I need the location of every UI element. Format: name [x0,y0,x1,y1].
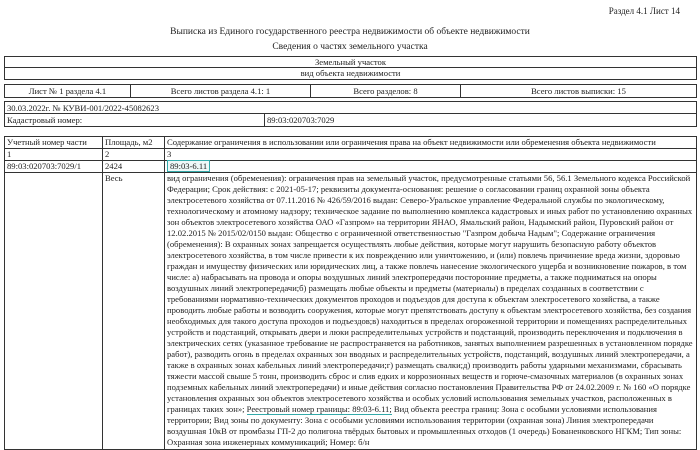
part-number: 89:03:020703:7029/1 [5,161,103,173]
index-1: 1 [5,149,103,161]
total-sheets: Всего листов выписки: 15 [531,86,626,96]
zone-ref-cell [165,161,697,173]
table-row [5,161,697,173]
table-header-row [5,137,697,149]
table-index-row [5,149,697,161]
empty-cell [5,173,103,450]
part-area-second: Весь [103,173,165,450]
section-reference: Раздел 4.1 Лист 14 [608,6,680,16]
total-sheets-section: Всего листов раздела 4.1: 1 [131,85,311,97]
index-3: 3 [165,149,697,161]
restriction-text-continued: Вид объекта реестра границ: Зона с особыми условиями использования территории; Вид зоны по документу: Зона с особыми условиями использования территории (охранная зона) Линия электропередачи воздушная 10кВ от промбазы ГП-2 до полигона твёрдых бытовых и промышленных отходов (1 очередь) Бованенковского НГКМ; Тип зоны: Охранная зона инженерных коммуникаций; Номер: б/н [167,404,682,447]
restriction-content [165,173,697,450]
sheets-box [4,84,697,98]
object-type: Земельный участок [314,57,387,67]
header-content: Содержание ограничения в использовании или ограничения права на объект недвижимости или обременения объекта недвижимости [165,137,697,149]
cadastral-number: 89:03:020703:7029 [267,115,335,125]
table-row [5,173,697,450]
request-date-number: 30.03.2022г. № КУВИ-001/2022-45082623 [7,103,160,113]
zone-ref[interactable]: 89:03-6.11 [167,160,210,172]
document-title: Выписка из Единого государственного реестра недвижимости об объекте недвижимости [170,27,530,37]
cadastral-label: Кадастровый номер: [5,114,265,126]
request-box [4,101,697,127]
sheet-number: Лист № 1 раздела 4.1 [5,85,131,97]
object-type-box [4,56,697,80]
total-sections: Всего разделов: 8 [311,85,461,97]
document-subtitle: Сведения о частях земельного участка [272,42,428,52]
parts-table [4,136,697,450]
registry-boundary-link[interactable]: Реестровый номер границы: 89:03-6.11; [246,404,392,414]
index-2: 2 [103,149,165,161]
part-area: 2424 [103,161,165,173]
header-area: Площадь, м2 [103,137,165,149]
header-part-number: Учетный номер части [5,137,103,149]
restriction-text: вид ограничения (обременения): ограничения прав на земельный участок, предусмотренные статьями 56, 56.1 Земельного кодекса Российской Федерации; Срок действия: с 2021-05-17; реквизиты документа-основания: решение о согласовании границ охранной зоны объекта электросетевого хозяйства от 07.11.2016 № 426/59/2016 выдан: Северо-Уральское управление Федеральной службы по экологическому, технологическому и атомному надзору; техническое задание по выполнению комплекса кадастровых и иных работ по установлению охранных зон объектов электросетевого хозяйства ОАО «Газпром» на территории ЯНАО, Ямальский район, Надымский район, Пуровский район от 12.02.2015 № 2015/02/0150 выдан: Общество с ограниченной ответственностью "Газпром добыча Надым"; Содержание ограничения (обременения): В охранных зонах запрещается осуществлять любые действия, которые могут нарушить безопасную работу объектов электросетевого хозяйства, в том числе привести к их повреждению или уничтожению, и (или) повлечь причинение вреда жизни, здоровью граждан и имуществу физических или юридических лиц, а также повлечь нанесение экологического ущерба и возникновение пожаров, в том числе: а) набрасывать на провода и опоры воздушных линий электропередачи посторонние предметы, а также подниматься на опоры воздушных линий электропередачи;б) размещать любые объекты и предметы (материалы) в пределах созданных в соответствии с требованиями нормативно-технических документов проходов и подъездов для доступа к объектам электросетевого хозяйства, а также проводить любые работы и возводить сооружения, которые могут препятствовать доступу к объектам электросетевого хозяйства, без создания необходимых для такого доступа проходов и подъездов;в) находиться в пределах огороженной территории и помещениях распределительных устройств и подстанций, открывать двери и люки распределительных устройств и подстанций, производить переключения и подключения в электрических сетях (указанное требование не распространяется на работников, занятых выполнением разрешенных в установленном порядке работ), разводить огонь в пределах охранных зон вводных и распределительных устройств, подстанций, воздушных линий электропередачи, а также в охранных зонах кабельных линий электропередачи;г) размещать свалки;д) производить работы ударными механизмами, сбрасывать тяжести массой свыше 5 тонн, производить сброс и слив едких и коррозионных веществ и горюче-смазочных материалов (в охранных зонах подземных кабельных линий электропередачи) и иные действия согласно постановления Правительства РФ от 24.02.2009 г. № 160 «О порядке установления охранных зон объектов электросетевого хозяйства и особых условий использования земельных участков, расположенных в границах таких зон»; [167,173,693,414]
object-type-caption: вид объекта недвижимости [300,68,401,78]
